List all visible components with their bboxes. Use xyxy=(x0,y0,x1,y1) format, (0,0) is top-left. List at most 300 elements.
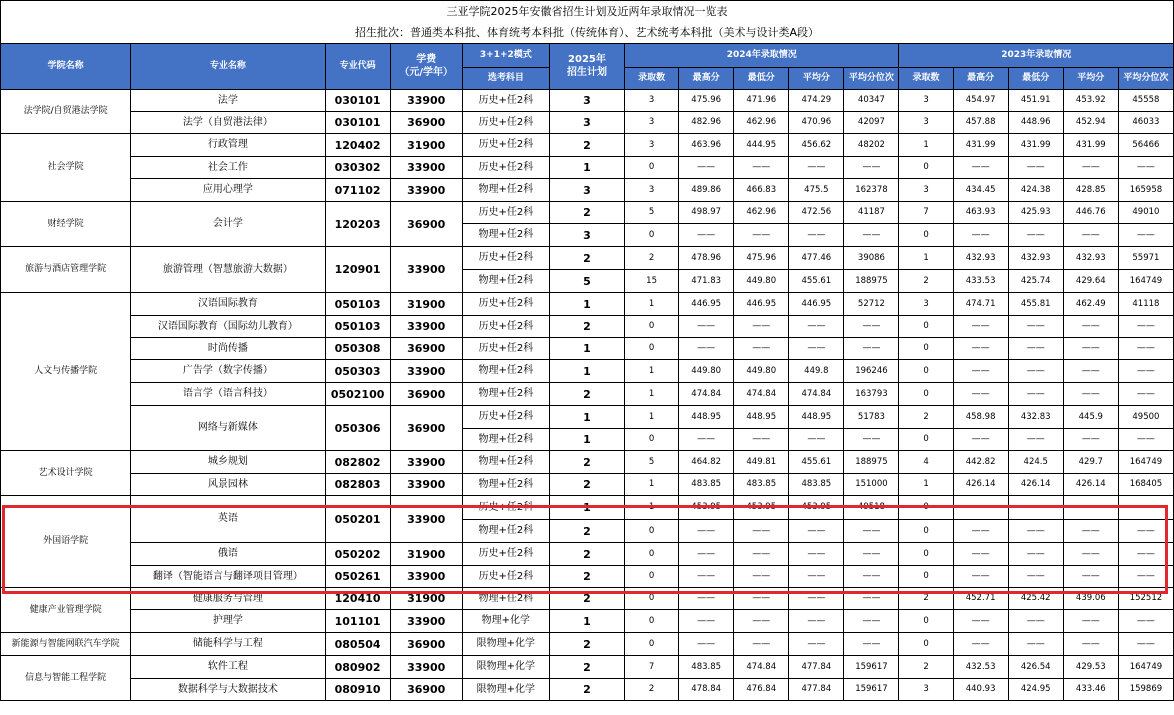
table-row xyxy=(1,112,1174,134)
y2024-min: 449.80 xyxy=(734,360,789,383)
y2023-rank: —— xyxy=(1118,496,1173,520)
plan-2025: 2 xyxy=(549,383,624,406)
tuition-fee: 33900 xyxy=(390,566,462,588)
table-row xyxy=(1,360,1174,383)
tuition-fee: 33900 xyxy=(390,247,462,293)
table-row xyxy=(1,202,1174,224)
college-name: 艺术设计学院 xyxy=(1,451,131,496)
y2024-min: 475.96 xyxy=(734,247,789,270)
y2024-min: —— xyxy=(734,588,789,610)
header-subjects: 选考科目 xyxy=(462,68,549,90)
y2024-count: 5 xyxy=(625,451,679,474)
y2024-max: 448.95 xyxy=(679,406,734,429)
y2023-count: 0 xyxy=(899,520,953,543)
y2024-count: 0 xyxy=(625,520,679,543)
tuition-fee: 33900 xyxy=(390,90,462,112)
y2023-count: 0 xyxy=(899,383,953,406)
y2024-count: 1 xyxy=(625,406,679,429)
y2024-min: —— xyxy=(734,610,789,633)
y2024-count: 1 xyxy=(625,474,679,496)
college-name: 法学院/自贸港法学院 xyxy=(1,90,131,134)
y2024-max: —— xyxy=(679,566,734,588)
y2024-count: 3 xyxy=(625,179,679,202)
y2023-count: 4 xyxy=(899,451,953,474)
y2023-rank: —— xyxy=(1118,157,1173,179)
y2024-max: 464.82 xyxy=(679,451,734,474)
y2023-min: —— xyxy=(1008,520,1063,543)
plan-2025: 2 xyxy=(549,566,624,588)
major-code: 071102 xyxy=(325,179,390,202)
y2024-max: 498.97 xyxy=(679,202,734,224)
y2024-max: 483.85 xyxy=(679,656,734,679)
y2024-avg: 456.62 xyxy=(789,134,844,157)
major-name: 广告学（数字传播） xyxy=(131,360,325,383)
major-name: 翻译（智能语言与翻译项目管理） xyxy=(131,566,325,588)
plan-2025: 2 xyxy=(549,633,624,656)
y2023-count: 3 xyxy=(899,293,953,316)
y2023-avg: 428.85 xyxy=(1063,179,1118,202)
y2023-min: 426.14 xyxy=(1008,474,1063,496)
y2023-min: 432.83 xyxy=(1008,406,1063,429)
header-2024-count: 录取数 xyxy=(625,68,679,90)
plan-2025: 2 xyxy=(549,451,624,474)
major-name: 储能科学与工程 xyxy=(131,633,325,656)
plan-2025: 3 xyxy=(549,112,624,134)
y2024-min: 448.95 xyxy=(734,406,789,429)
y2023-count: 0 xyxy=(899,338,953,360)
y2024-min: —— xyxy=(734,224,789,247)
y2023-rank: —— xyxy=(1118,543,1173,566)
y2023-rank: 46033 xyxy=(1118,112,1173,134)
y2023-count: 1 xyxy=(899,474,953,496)
y2024-rank: —— xyxy=(844,633,899,656)
y2023-avg: 453.92 xyxy=(1063,90,1118,112)
y2024-rank: 188975 xyxy=(844,270,899,293)
header-fee: 学费 （元/学年） xyxy=(390,44,462,90)
y2024-avg: 448.95 xyxy=(789,406,844,429)
y2023-max: 458.98 xyxy=(953,406,1008,429)
major-code: 120901 xyxy=(325,247,390,293)
plan-2025: 2 xyxy=(549,134,624,157)
plan-2025: 1 xyxy=(549,429,624,451)
y2023-rank: 159869 xyxy=(1118,679,1173,701)
y2023-count: 0 xyxy=(899,610,953,633)
y2024-avg: —— xyxy=(789,316,844,338)
major-name: 软件工程 xyxy=(131,656,325,679)
plan-2025: 1 xyxy=(549,360,624,383)
y2023-max: 431.99 xyxy=(953,134,1008,157)
header-2024: 2024年录取情况 xyxy=(625,44,899,68)
major-code: 050201 xyxy=(325,496,390,543)
y2023-count: 3 xyxy=(899,679,953,701)
y2024-min: 449.80 xyxy=(734,270,789,293)
y2024-rank: 159617 xyxy=(844,679,899,701)
y2024-min: 474.84 xyxy=(734,656,789,679)
table-row xyxy=(1,543,1174,566)
y2024-max: 474.84 xyxy=(679,383,734,406)
plan-2025: 2 xyxy=(549,520,624,543)
table-row xyxy=(1,633,1174,656)
y2024-avg: —— xyxy=(789,633,844,656)
y2023-max: 440.93 xyxy=(953,679,1008,701)
y2023-rank: 41118 xyxy=(1118,293,1173,316)
major-code: 050261 xyxy=(325,566,390,588)
y2024-count: 3 xyxy=(625,90,679,112)
y2024-rank: —— xyxy=(844,566,899,588)
table-row xyxy=(1,656,1174,679)
y2023-min: —— xyxy=(1008,338,1063,360)
header-2023-avg: 平均分 xyxy=(1063,68,1118,90)
college-name: 外国语学院 xyxy=(1,496,131,588)
tuition-fee: 36900 xyxy=(390,633,462,656)
tuition-fee: 31900 xyxy=(390,543,462,566)
major-code: 030302 xyxy=(325,157,390,179)
y2024-rank: 39086 xyxy=(844,247,899,270)
y2024-max: 449.80 xyxy=(679,360,734,383)
y2023-rank: —— xyxy=(1118,383,1173,406)
y2023-min: —— xyxy=(1008,610,1063,633)
elective-subjects: 限物理+化学 xyxy=(462,633,549,656)
y2023-max: —— xyxy=(953,338,1008,360)
college-name: 健康产业管理学院 xyxy=(1,588,131,633)
header-2024-min: 最低分 xyxy=(734,68,789,90)
major-code: 101101 xyxy=(325,610,390,633)
y2023-min: —— xyxy=(1008,316,1063,338)
y2023-rank: —— xyxy=(1118,224,1173,247)
y2024-count: 0 xyxy=(625,429,679,451)
y2024-count: 0 xyxy=(625,633,679,656)
tuition-fee: 33900 xyxy=(390,451,462,474)
y2023-count: 0 xyxy=(899,360,953,383)
major-name: 汉语国际教育（国际幼儿教育） xyxy=(131,316,325,338)
major-code: 080910 xyxy=(325,679,390,701)
y2023-avg: 445.9 xyxy=(1063,406,1118,429)
y2024-max: —— xyxy=(679,610,734,633)
y2024-max: 471.83 xyxy=(679,270,734,293)
elective-subjects: 历史+任2科 xyxy=(462,566,549,588)
elective-subjects: 历史+任2科 xyxy=(462,543,549,566)
elective-subjects: 历史+任2科 xyxy=(462,202,549,224)
tuition-fee: 33900 xyxy=(390,474,462,496)
y2023-min: 455.81 xyxy=(1008,293,1063,316)
y2024-avg: —— xyxy=(789,520,844,543)
y2023-count: 0 xyxy=(899,316,953,338)
y2023-max: —— xyxy=(953,224,1008,247)
header-2023: 2023年录取情况 xyxy=(899,44,1174,68)
header-mode: 3+1+2模式 xyxy=(462,44,549,68)
tuition-fee: 33900 xyxy=(390,496,462,543)
y2024-rank: —— xyxy=(844,157,899,179)
y2024-avg: —— xyxy=(789,543,844,566)
major-code: 030101 xyxy=(325,112,390,134)
table-row xyxy=(1,134,1174,157)
y2024-rank: 159617 xyxy=(844,656,899,679)
y2024-max: 478.96 xyxy=(679,247,734,270)
y2024-rank: 196246 xyxy=(844,360,899,383)
y2024-max: —— xyxy=(679,520,734,543)
plan-2025: 1 xyxy=(549,338,624,360)
y2024-max: —— xyxy=(679,633,734,656)
table-row xyxy=(1,90,1174,112)
table-row xyxy=(1,179,1174,202)
y2023-avg: —— xyxy=(1063,338,1118,360)
plan-2025: 2 xyxy=(549,679,624,701)
y2023-count: 1 xyxy=(899,134,953,157)
tuition-fee: 36900 xyxy=(390,112,462,134)
y2024-max: 453.95 xyxy=(679,496,734,520)
table-row xyxy=(1,588,1174,610)
y2023-avg: 426.14 xyxy=(1063,474,1118,496)
y2023-max: —— xyxy=(953,633,1008,656)
major-code: 050103 xyxy=(325,293,390,316)
y2023-rank: —— xyxy=(1118,610,1173,633)
y2023-avg: —— xyxy=(1063,383,1118,406)
y2024-avg: 475.5 xyxy=(789,179,844,202)
table-row xyxy=(1,610,1174,633)
elective-subjects: 物理+任2科 xyxy=(462,360,549,383)
y2023-rank: 152512 xyxy=(1118,588,1173,610)
plan-2025: 5 xyxy=(549,270,624,293)
y2024-rank: 52712 xyxy=(844,293,899,316)
major-name: 英语 xyxy=(131,496,325,543)
major-code: 120402 xyxy=(325,134,390,157)
y2024-max: —— xyxy=(679,543,734,566)
y2023-rank: 55971 xyxy=(1118,247,1173,270)
y2024-min: —— xyxy=(734,520,789,543)
y2024-avg: 477.84 xyxy=(789,656,844,679)
y2023-rank: —— xyxy=(1118,360,1173,383)
elective-subjects: 物理+任2科 xyxy=(462,270,549,293)
y2023-count: 0 xyxy=(899,496,953,520)
elective-subjects: 历史+任2科 xyxy=(462,90,549,112)
y2024-avg: —— xyxy=(789,588,844,610)
major-name: 会计学 xyxy=(131,202,325,247)
y2024-max: —— xyxy=(679,338,734,360)
plan-2025: 2 xyxy=(549,656,624,679)
header-2023-rank: 平均分位次 xyxy=(1118,68,1173,90)
tuition-fee: 33900 xyxy=(390,610,462,633)
y2023-max: 434.45 xyxy=(953,179,1008,202)
y2023-rank: 49010 xyxy=(1118,202,1173,224)
header-major: 专业名称 xyxy=(131,44,325,90)
plan-2025: 1 xyxy=(549,157,624,179)
plan-2025: 2 xyxy=(549,588,624,610)
major-name: 俄语 xyxy=(131,543,325,566)
y2024-avg: 474.29 xyxy=(789,90,844,112)
y2023-avg: 452.94 xyxy=(1063,112,1118,134)
y2023-avg: 429.7 xyxy=(1063,451,1118,474)
y2024-min: —— xyxy=(734,316,789,338)
y2023-rank: 45558 xyxy=(1118,90,1173,112)
major-code: 120410 xyxy=(325,588,390,610)
y2024-count: 0 xyxy=(625,566,679,588)
y2023-rank: —— xyxy=(1118,429,1173,451)
tuition-fee: 36900 xyxy=(390,202,462,247)
y2024-rank: —— xyxy=(844,224,899,247)
y2024-rank: —— xyxy=(844,338,899,360)
elective-subjects: 物理+任2科 xyxy=(462,474,549,496)
y2023-max: 442.82 xyxy=(953,451,1008,474)
y2023-count: 2 xyxy=(899,656,953,679)
y2024-max: 446.95 xyxy=(679,293,734,316)
y2023-min: —— xyxy=(1008,383,1063,406)
y2024-rank: 151000 xyxy=(844,474,899,496)
y2023-rank: 164749 xyxy=(1118,451,1173,474)
y2023-min: 425.42 xyxy=(1008,588,1063,610)
y2024-avg: —— xyxy=(789,224,844,247)
major-code: 080504 xyxy=(325,633,390,656)
table-row xyxy=(1,566,1174,588)
y2023-avg: —— xyxy=(1063,360,1118,383)
y2023-count: 2 xyxy=(899,588,953,610)
y2023-min: —— xyxy=(1008,633,1063,656)
plan-2025: 3 xyxy=(549,224,624,247)
major-name: 网络与新媒体 xyxy=(131,406,325,451)
y2024-avg: 483.85 xyxy=(789,474,844,496)
y2023-max: —— xyxy=(953,157,1008,179)
y2023-avg: —— xyxy=(1063,566,1118,588)
major-name: 数据科学与大数据技术 xyxy=(131,679,325,701)
y2023-count: 0 xyxy=(899,157,953,179)
y2024-min: 462.96 xyxy=(734,202,789,224)
y2023-avg: 439.06 xyxy=(1063,588,1118,610)
y2024-min: 476.84 xyxy=(734,679,789,701)
y2023-max: 454.97 xyxy=(953,90,1008,112)
y2024-rank: —— xyxy=(844,588,899,610)
y2023-avg: 446.76 xyxy=(1063,202,1118,224)
tuition-fee: 33900 xyxy=(390,157,462,179)
y2023-min: —— xyxy=(1008,543,1063,566)
y2023-min: —— xyxy=(1008,429,1063,451)
y2024-min: 483.85 xyxy=(734,474,789,496)
y2024-avg: 470.96 xyxy=(789,112,844,134)
y2024-count: 0 xyxy=(625,338,679,360)
y2024-min: 471.96 xyxy=(734,90,789,112)
header-2023-max: 最高分 xyxy=(953,68,1008,90)
y2023-count: 0 xyxy=(899,429,953,451)
y2023-avg: —— xyxy=(1063,496,1118,520)
tuition-fee: 36900 xyxy=(390,383,462,406)
y2023-count: 2 xyxy=(899,406,953,429)
table-row xyxy=(1,496,1174,520)
header-code: 专业代码 xyxy=(325,44,390,90)
y2024-count: 2 xyxy=(625,679,679,701)
table-row xyxy=(1,451,1174,474)
y2024-count: 1 xyxy=(625,360,679,383)
y2024-rank: —— xyxy=(844,610,899,633)
elective-subjects: 历史+任2科 xyxy=(462,134,549,157)
elective-subjects: 物理+任2科 xyxy=(462,383,549,406)
major-name: 行政管理 xyxy=(131,134,325,157)
y2023-avg: —— xyxy=(1063,224,1118,247)
y2024-avg: 477.46 xyxy=(789,247,844,270)
y2023-min: —— xyxy=(1008,157,1063,179)
elective-subjects: 物理+任2科 xyxy=(462,451,549,474)
elective-subjects: 历史+任2科 xyxy=(462,406,549,429)
y2024-avg: 455.61 xyxy=(789,270,844,293)
y2023-min: 426.54 xyxy=(1008,656,1063,679)
y2024-count: 3 xyxy=(625,134,679,157)
y2024-count: 15 xyxy=(625,270,679,293)
major-code: 0502100 xyxy=(325,383,390,406)
major-name: 城乡规划 xyxy=(131,451,325,474)
major-code: 050103 xyxy=(325,316,390,338)
y2023-count: 0 xyxy=(899,633,953,656)
y2023-count: 7 xyxy=(899,202,953,224)
y2024-avg: 446.95 xyxy=(789,293,844,316)
major-name: 社会工作 xyxy=(131,157,325,179)
major-name: 健康服务与管理 xyxy=(131,588,325,610)
y2023-avg: —— xyxy=(1063,157,1118,179)
y2024-rank: 188975 xyxy=(844,451,899,474)
y2024-rank: 48202 xyxy=(844,134,899,157)
table-row xyxy=(1,293,1174,316)
major-code: 050303 xyxy=(325,360,390,383)
y2023-avg: 429.64 xyxy=(1063,270,1118,293)
y2023-avg: 432.93 xyxy=(1063,247,1118,270)
y2023-avg: —— xyxy=(1063,316,1118,338)
plan-2025: 1 xyxy=(549,293,624,316)
y2024-max: —— xyxy=(679,316,734,338)
tuition-fee: 36900 xyxy=(390,406,462,451)
y2023-max: 474.71 xyxy=(953,293,1008,316)
y2024-count: 0 xyxy=(625,610,679,633)
y2023-max: —— xyxy=(953,543,1008,566)
y2024-rank: 163793 xyxy=(844,383,899,406)
y2024-count: 7 xyxy=(625,656,679,679)
plan-2025: 1 xyxy=(549,496,624,520)
y2023-count: 3 xyxy=(899,112,953,134)
table-row xyxy=(1,157,1174,179)
table-row xyxy=(1,338,1174,360)
tuition-fee: 33900 xyxy=(390,316,462,338)
y2023-max: 426.14 xyxy=(953,474,1008,496)
y2023-max: —— xyxy=(953,429,1008,451)
table-row xyxy=(1,247,1174,270)
y2024-rank: 162378 xyxy=(844,179,899,202)
y2024-min: —— xyxy=(734,157,789,179)
plan-2025: 3 xyxy=(549,179,624,202)
y2024-min: —— xyxy=(734,429,789,451)
y2023-max: 432.93 xyxy=(953,247,1008,270)
table-title: 三亚学院2025年安徽省招生计划及近两年录取情况一览表 xyxy=(1,1,1174,23)
college-name: 社会学院 xyxy=(1,134,131,202)
tuition-fee: 33900 xyxy=(390,360,462,383)
y2023-rank: 165958 xyxy=(1118,179,1173,202)
y2023-avg: 429.53 xyxy=(1063,656,1118,679)
y2024-count: 1 xyxy=(625,383,679,406)
y2023-min: —— xyxy=(1008,566,1063,588)
y2023-min: 425.74 xyxy=(1008,270,1063,293)
tuition-fee: 31900 xyxy=(390,134,462,157)
y2023-rank: —— xyxy=(1118,520,1173,543)
major-code: 030101 xyxy=(325,90,390,112)
elective-subjects: 历史+任2科 xyxy=(462,112,549,134)
y2024-count: 3 xyxy=(625,112,679,134)
table-subtitle: 招生批次：普通类本科批、体育统考本科批（传统体育）、艺术统考本科批（美术与设计类A段） xyxy=(1,22,1174,44)
y2023-min: 448.96 xyxy=(1008,112,1063,134)
plan-2025: 2 xyxy=(549,474,624,496)
y2023-rank: 164749 xyxy=(1118,656,1173,679)
major-name: 法学 xyxy=(131,90,325,112)
header-2024-avg: 平均分 xyxy=(789,68,844,90)
y2024-rank: 40347 xyxy=(844,90,899,112)
tuition-fee: 31900 xyxy=(390,293,462,316)
y2024-min: 453.95 xyxy=(734,496,789,520)
major-code: 050308 xyxy=(325,338,390,360)
y2023-max: 463.93 xyxy=(953,202,1008,224)
y2024-avg: —— xyxy=(789,566,844,588)
